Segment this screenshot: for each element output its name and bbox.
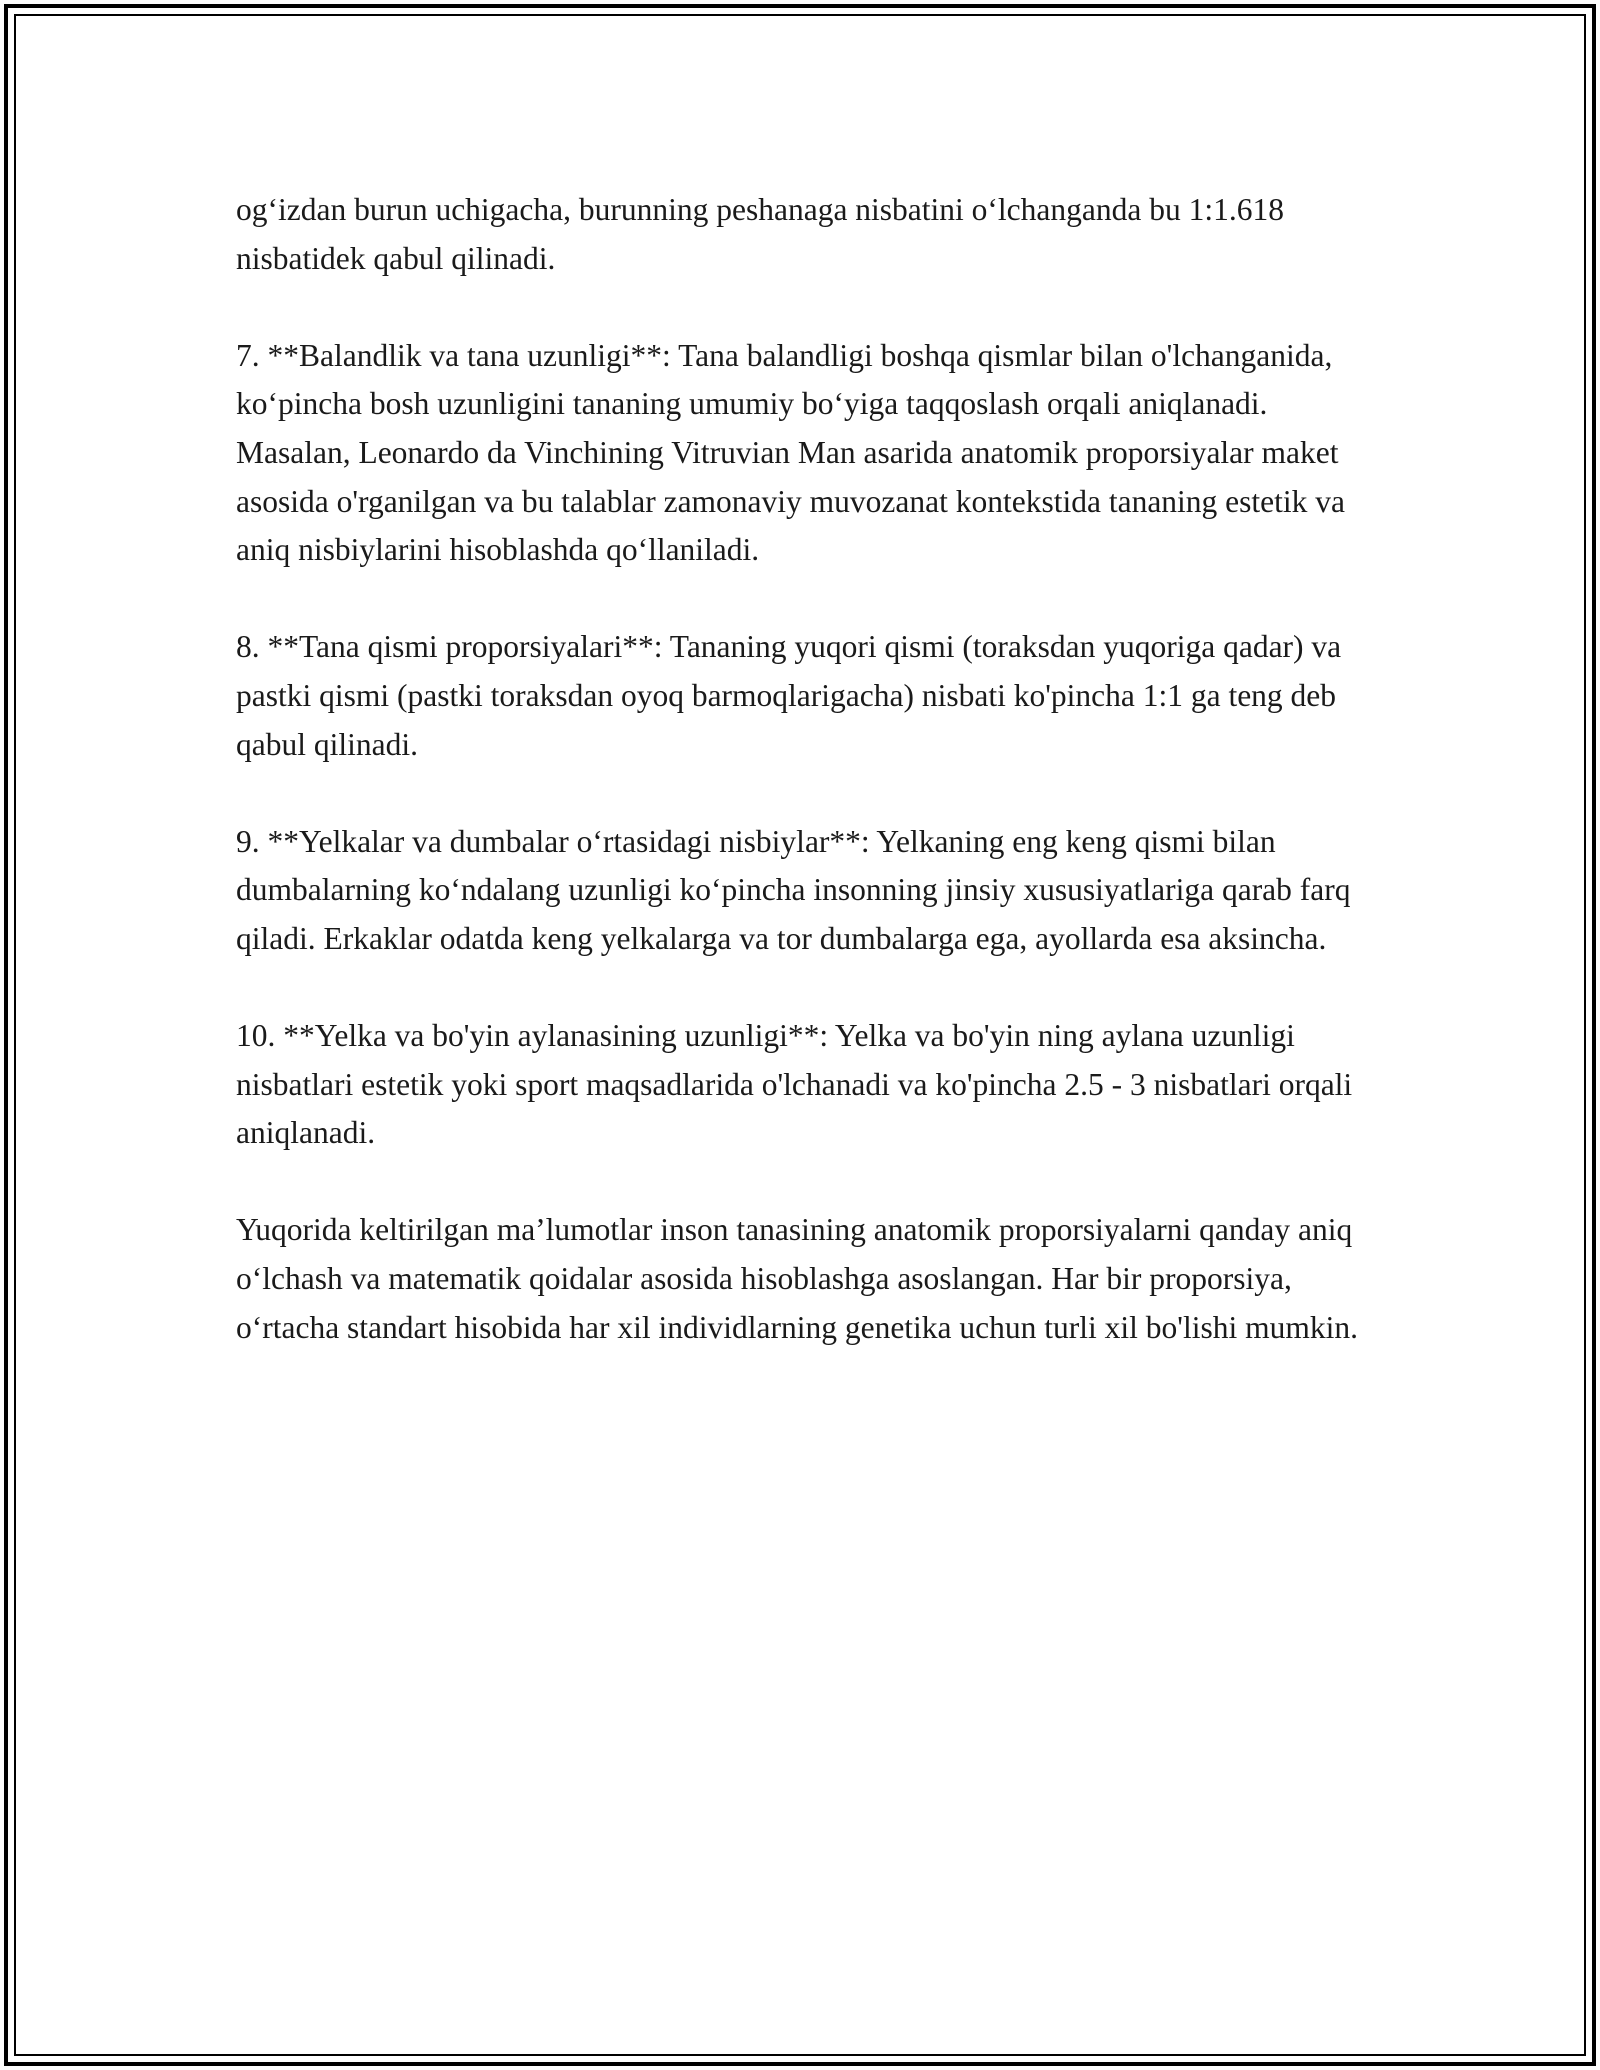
paragraph-item-10: 10. **Yelka va bo'yin aylanasining uzunligi**: Yelka va bo'yin ning aylana uzunligi nisbatlari estetik yoki sport maqsadlarida o'lchanadi va ko'pincha 2.5 - 3 nisbatlari orqali aniqlanadi.	[236, 1018, 1353, 1151]
paragraph-conclusion: Yuqorida keltirilgan ma’lumotlar inson tanasining anatomik proporsiyalarni qanday aniq o‘lchash va matematik qoidalar asosida hisoblashga asoslangan. Har bir proporsiya, o‘rtacha standart hisobida har xil individlarning genetika uchun turli xil bo'lishi mumkin.	[236, 1212, 1358, 1345]
paragraph-item-8: 8. **Tana qismi proporsiyalari**: Tananing yuqori qismi (toraksdan yuqoriga qadar) va pastki qismi (pastki toraksdan oyoq barmoqlarigacha) nisbati ko'pincha 1:1 ga teng deb qabul qilinadi.	[236, 629, 1342, 762]
paragraph-intro-continuation: og‘izdan burun uchigacha, burunning peshanaga nisbatini o‘lchanganda bu 1:1.618 nisbatidek qabul qilinadi.	[236, 192, 1284, 276]
paragraph-item-9: 9. **Yelkalar va dumbalar o‘rtasidagi nisbiylar**: Yelkaning eng keng qismi bilan dumbalarning ko‘ndalang uzunligi ko‘pincha insonning jinsiy xususiyatlariga qarab farq qiladi. Erkaklar odatda keng yelkalarga va tor dumbalarga ega, ayollarda esa aksincha.	[236, 823, 1351, 956]
document-body	[236, 186, 1366, 1401]
paragraph-item-7: 7. **Balandlik va tana uzunligi**: Tana balandligi boshqa qismlar bilan o'lchanganida, ko‘pincha bosh uzunligini tananing umumiy bo‘yiga taqqoslash orqali aniqlanadi. Masalan, Leonardo da Vinchining Vitruvian Man asarida anatomik proporsiyalar maket asosida o'rganilgan va bu talablar zamonaviy muvozanat kontekstida tananing estetik va aniq nisbiylarini hisoblashda qo‘llaniladi.	[236, 337, 1346, 568]
